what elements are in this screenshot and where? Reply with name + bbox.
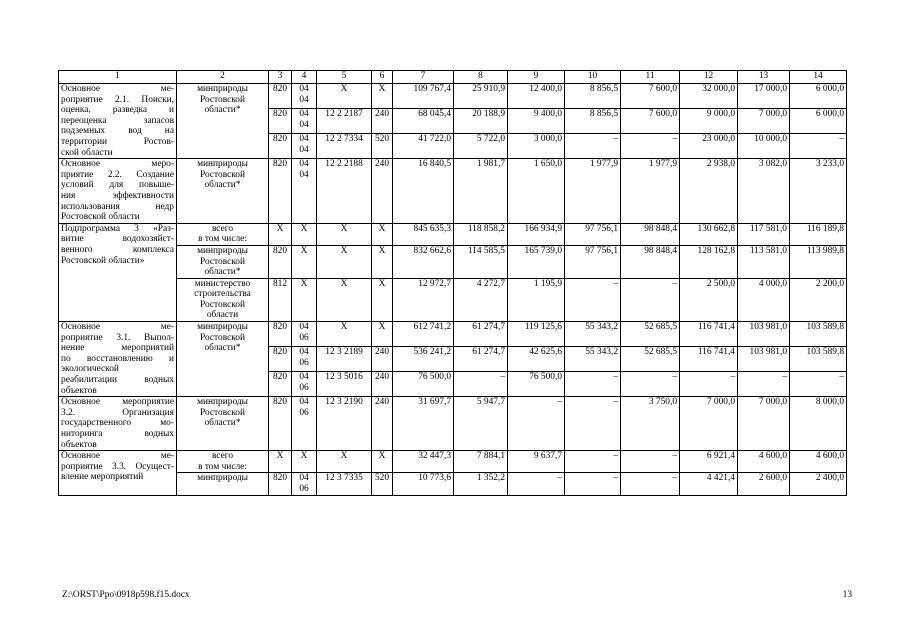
value-cell: 166 934,9: [508, 223, 565, 245]
value-cell: Х: [372, 223, 393, 245]
cell-line: экологической: [61, 364, 119, 375]
column-header: 3: [269, 71, 292, 84]
value-cell: 103 589,8: [790, 322, 847, 347]
column-header: 13: [738, 71, 790, 84]
value-cell: –: [565, 451, 621, 473]
value-cell: Х: [269, 223, 292, 245]
value-cell: 103 589,8: [790, 347, 847, 372]
value-cell: –: [621, 451, 680, 473]
value-cell: Х: [292, 245, 317, 278]
value-cell: 04 06: [292, 473, 317, 495]
value-cell: 7 000,0: [680, 397, 738, 451]
value-cell: Х: [372, 322, 393, 347]
value-cell: 7 000,0: [738, 397, 790, 451]
cell-line: области*: [204, 180, 241, 191]
value-cell: 113 581,0: [738, 245, 790, 278]
value-cell: 118 858,2: [454, 223, 508, 245]
measure-name-cell: [59, 397, 177, 451]
value-cell: 114 585,5: [454, 245, 508, 278]
value-cell: 2 400,0: [790, 473, 847, 495]
value-cell: 04 06: [292, 372, 317, 397]
table-row: [59, 451, 847, 473]
value-cell: Х: [372, 451, 393, 473]
value-cell: 04 04: [292, 109, 317, 134]
value-cell: 25 910,9: [454, 84, 508, 109]
measure-name-cell: [59, 451, 177, 495]
cell-line: министерство: [194, 278, 251, 289]
value-cell: 128 162,8: [680, 245, 738, 278]
footer-file-path: Z:\ORST\Ppo\0918p598.f15.docx: [62, 590, 190, 600]
cell-line: Ростовской: [199, 169, 246, 180]
value-cell: 7 000,0: [738, 109, 790, 134]
value-cell: Х: [292, 278, 317, 321]
executor-cell: [177, 159, 269, 224]
cell-line: нение мероприятий: [61, 343, 174, 354]
value-cell: 16 840,5: [393, 159, 454, 224]
value-cell: 04 04: [292, 159, 317, 224]
cell-line: Ростовской области: [61, 212, 140, 223]
value-cell: 1 981,7: [454, 159, 508, 224]
table-row: [59, 278, 847, 321]
value-cell: Х: [292, 223, 317, 245]
value-cell: Х: [372, 245, 393, 278]
value-cell: 116 741,4: [680, 347, 738, 372]
value-cell: 113 989,8: [790, 245, 847, 278]
column-header: 11: [621, 71, 680, 84]
value-cell: 04 06: [292, 322, 317, 347]
cell-line: Ростовской: [199, 332, 246, 343]
value-cell: 119 125,6: [508, 322, 565, 347]
value-cell: 76 500,0: [393, 372, 454, 397]
cell-line: оценка, разведка и: [61, 105, 174, 116]
cell-line: минприроды: [197, 84, 248, 94]
column-header: 9: [508, 71, 565, 84]
value-cell: –: [565, 278, 621, 321]
cell-line: объектов: [61, 439, 97, 450]
cell-line: минприроды: [197, 322, 248, 333]
value-cell: 32 447,3: [393, 451, 454, 473]
value-cell: Х: [317, 278, 372, 321]
value-cell: 12 3 2189: [317, 347, 372, 372]
value-cell: 20 188,9: [454, 109, 508, 134]
value-cell: 820: [269, 134, 292, 159]
value-cell: –: [565, 134, 621, 159]
value-cell: 4 421,4: [680, 473, 738, 495]
cell-line: в том числе:: [198, 234, 247, 245]
table-row: [59, 473, 847, 495]
value-cell: 17 000,0: [738, 84, 790, 109]
executor-cell: [177, 223, 269, 245]
value-cell: 9 000,0: [680, 109, 738, 134]
value-cell: 12 400,0: [508, 84, 565, 109]
column-header: 6: [372, 71, 393, 84]
cell-line: условий для повыше-: [61, 180, 174, 191]
measure-name-cell: [59, 223, 177, 321]
value-cell: Х: [317, 451, 372, 473]
value-cell: 12 2 7334: [317, 134, 372, 159]
value-cell: 165 739,0: [508, 245, 565, 278]
value-cell: 97 756,1: [565, 245, 621, 278]
value-cell: 845 635,3: [393, 223, 454, 245]
cell-line: области*: [204, 105, 241, 116]
cell-line: вление мероприятий: [61, 472, 144, 483]
cell-line: по восстановлению и: [61, 353, 174, 364]
value-cell: 4 600,0: [790, 451, 847, 473]
value-cell: 2 938,0: [680, 159, 738, 224]
measure-name-cell: [59, 322, 177, 397]
value-cell: 7 600,0: [621, 84, 680, 109]
value-cell: 4 600,0: [738, 451, 790, 473]
value-cell: 04 06: [292, 397, 317, 451]
executor-cell: [177, 397, 269, 451]
value-cell: 61 274,7: [454, 347, 508, 372]
value-cell: 12 3 5016: [317, 372, 372, 397]
table-row: [59, 84, 847, 109]
value-cell: 42 625,6: [508, 347, 565, 372]
value-cell: Х: [372, 84, 393, 109]
cell-line: строительства: [194, 289, 251, 300]
value-cell: –: [738, 372, 790, 397]
value-cell: 04 06: [292, 347, 317, 372]
executor-cell: [177, 278, 269, 321]
value-cell: –: [621, 473, 680, 495]
value-cell: 68 045,4: [393, 109, 454, 134]
table-row: [59, 223, 847, 245]
column-header: 4: [292, 71, 317, 84]
value-cell: 52 685,5: [621, 347, 680, 372]
value-cell: Х: [317, 84, 372, 109]
value-cell: 04 04: [292, 84, 317, 109]
value-cell: 12 972,7: [393, 278, 454, 321]
value-cell: 7 884,1: [454, 451, 508, 473]
value-cell: –: [565, 397, 621, 451]
value-cell: 1 977,9: [565, 159, 621, 224]
value-cell: 1 352,2: [454, 473, 508, 495]
value-cell: 4 272,7: [454, 278, 508, 321]
cell-line: минприроды: [197, 245, 248, 256]
cell-line: ской области: [61, 147, 113, 158]
cell-line: Основное ме-: [61, 322, 174, 333]
value-cell: 5 722,0: [454, 134, 508, 159]
value-cell: 8 856,5: [565, 109, 621, 134]
cell-line: области*: [204, 267, 241, 278]
value-cell: 820: [269, 109, 292, 134]
value-cell: –: [454, 372, 508, 397]
value-cell: 12 2 2187: [317, 109, 372, 134]
column-header: 10: [565, 71, 621, 84]
cell-line: реабилитации водных: [61, 375, 174, 386]
cell-line: приятие 2.2. Создание: [61, 169, 174, 180]
value-cell: 10 773,6: [393, 473, 454, 495]
cell-line: всего: [211, 223, 234, 234]
cell-line: роприятие 2.1. Поиски,: [61, 94, 174, 105]
value-cell: 820: [269, 84, 292, 109]
column-header: 5: [317, 71, 372, 84]
value-cell: 3 233,0: [790, 159, 847, 224]
value-cell: 103 981,0: [738, 347, 790, 372]
value-cell: 117 581,0: [738, 223, 790, 245]
cell-line: минприроды: [197, 473, 248, 484]
value-cell: –: [565, 372, 621, 397]
value-cell: 240: [372, 159, 393, 224]
value-cell: 6 000,0: [790, 84, 847, 109]
value-cell: 130 662,8: [680, 223, 738, 245]
cell-line: Основное меро-: [61, 159, 174, 170]
value-cell: 41 722,0: [393, 134, 454, 159]
value-cell: 820: [269, 372, 292, 397]
cell-line: Ростовской: [199, 256, 246, 267]
value-cell: 8 000,0: [790, 397, 847, 451]
value-cell: 240: [372, 372, 393, 397]
value-cell: Х: [317, 245, 372, 278]
value-cell: 536 241,2: [393, 347, 454, 372]
value-cell: –: [621, 372, 680, 397]
value-cell: 6 000,0: [790, 109, 847, 134]
value-cell: 04 04: [292, 134, 317, 159]
cell-line: объектов: [61, 385, 97, 396]
value-cell: 2 200,0: [790, 278, 847, 321]
measure-name-cell: [59, 84, 177, 159]
value-cell: –: [621, 278, 680, 321]
cell-line: Ростовской: [199, 299, 246, 310]
column-header: 7: [393, 71, 454, 84]
value-cell: 2 600,0: [738, 473, 790, 495]
value-cell: –: [790, 372, 847, 397]
cell-line: области*: [204, 418, 241, 429]
column-header: 14: [790, 71, 847, 84]
value-cell: 612 741,2: [393, 322, 454, 347]
value-cell: 4 000,0: [738, 278, 790, 321]
value-cell: 98 848,4: [621, 245, 680, 278]
executor-cell: [177, 473, 269, 495]
value-cell: 55 343,2: [565, 322, 621, 347]
value-cell: –: [621, 134, 680, 159]
value-cell: 520: [372, 473, 393, 495]
value-cell: 812: [269, 278, 292, 321]
cell-line: Ростовской: [199, 407, 246, 418]
value-cell: 520: [372, 134, 393, 159]
cell-line: области: [206, 310, 239, 321]
value-cell: Х: [372, 278, 393, 321]
column-header: 12: [680, 71, 738, 84]
value-cell: 23 000,0: [680, 134, 738, 159]
executor-cell: [177, 84, 269, 159]
value-cell: 12 3 7335: [317, 473, 372, 495]
value-cell: 832 662,6: [393, 245, 454, 278]
value-cell: 820: [269, 322, 292, 347]
cell-line: Основное ме-: [61, 451, 174, 462]
column-header: 2: [177, 71, 269, 84]
cell-line: роприятие 3.1. Выпол-: [61, 332, 174, 343]
value-cell: 9 637,7: [508, 451, 565, 473]
value-cell: 76 500,0: [508, 372, 565, 397]
cell-line: Основное мероприятие: [61, 397, 174, 408]
cell-line: государственного мо-: [61, 418, 174, 429]
value-cell: 8 856,5: [565, 84, 621, 109]
page-number: 13: [842, 590, 852, 600]
value-cell: 1 977,9: [621, 159, 680, 224]
header-row: [59, 71, 847, 84]
value-cell: 31 697,7: [393, 397, 454, 451]
executor-cell: [177, 245, 269, 278]
cell-line: роприятие 3.3. Осущест-: [61, 461, 174, 472]
value-cell: 12 3 2190: [317, 397, 372, 451]
table-row: [59, 322, 847, 347]
value-cell: Х: [269, 451, 292, 473]
value-cell: 820: [269, 245, 292, 278]
value-cell: 820: [269, 473, 292, 495]
cell-line: минприроды: [197, 397, 248, 408]
value-cell: 32 000,0: [680, 84, 738, 109]
value-cell: 10 000,0: [738, 134, 790, 159]
column-header: 1: [59, 71, 177, 84]
value-cell: 97 756,1: [565, 223, 621, 245]
value-cell: 820: [269, 159, 292, 224]
cell-line: ниторинга водных: [61, 429, 174, 439]
value-cell: 3 750,0: [621, 397, 680, 451]
cell-line: 3.2. Организация: [61, 407, 174, 418]
value-cell: 3 082,0: [738, 159, 790, 224]
cell-line: Подпрограмма 3 «Раз-: [61, 223, 174, 234]
table-row: [59, 245, 847, 278]
executor-cell: [177, 451, 269, 473]
value-cell: –: [790, 134, 847, 159]
value-cell: 98 848,4: [621, 223, 680, 245]
cell-line: Основное ме-: [61, 84, 174, 94]
value-cell: 7 600,0: [621, 109, 680, 134]
value-cell: 1 195,9: [508, 278, 565, 321]
value-cell: Х: [317, 223, 372, 245]
cell-line: ния эффективности: [61, 190, 174, 201]
value-cell: 61 274,7: [454, 322, 508, 347]
cell-line: минприроды: [197, 159, 248, 170]
value-cell: –: [565, 473, 621, 495]
value-cell: 1 650,0: [508, 159, 565, 224]
value-cell: 240: [372, 109, 393, 134]
value-cell: 240: [372, 397, 393, 451]
table-row: [59, 159, 847, 224]
value-cell: –: [680, 372, 738, 397]
value-cell: 2 500,0: [680, 278, 738, 321]
value-cell: 9 400,0: [508, 109, 565, 134]
cell-line: использования недр: [61, 201, 174, 212]
cell-line: Ростовской: [199, 94, 246, 105]
value-cell: 103 981,0: [738, 322, 790, 347]
value-cell: 820: [269, 347, 292, 372]
cell-line: витие водохозяйст-: [61, 234, 174, 245]
cell-line: подземных вод на: [61, 126, 174, 137]
value-cell: 820: [269, 397, 292, 451]
value-cell: 6 921,4: [680, 451, 738, 473]
column-header: 8: [454, 71, 508, 84]
cell-line: всего: [211, 451, 234, 462]
value-cell: –: [508, 397, 565, 451]
value-cell: Х: [292, 451, 317, 473]
value-cell: 55 343,2: [565, 347, 621, 372]
value-cell: 5 947,7: [454, 397, 508, 451]
value-cell: –: [508, 473, 565, 495]
cell-line: переоценка запасов: [61, 115, 174, 126]
value-cell: Х: [317, 322, 372, 347]
cell-line: в том числе:: [198, 461, 247, 472]
cell-line: Ростовской области»: [61, 255, 145, 266]
executor-cell: [177, 322, 269, 397]
value-cell: 109 767,4: [393, 84, 454, 109]
value-cell: 12 2 2188: [317, 159, 372, 224]
table-row: [59, 397, 847, 451]
value-cell: 116 189,8: [790, 223, 847, 245]
value-cell: 3 000,0: [508, 134, 565, 159]
measure-name-cell: [59, 159, 177, 224]
value-cell: 116 741,4: [680, 322, 738, 347]
cell-line: области*: [204, 343, 241, 354]
value-cell: 240: [372, 347, 393, 372]
cell-line: венного комплекса: [61, 244, 174, 255]
value-cell: 52 685,5: [621, 322, 680, 347]
cell-line: территории Ростов-: [61, 136, 174, 147]
budget-table: [58, 70, 847, 496]
